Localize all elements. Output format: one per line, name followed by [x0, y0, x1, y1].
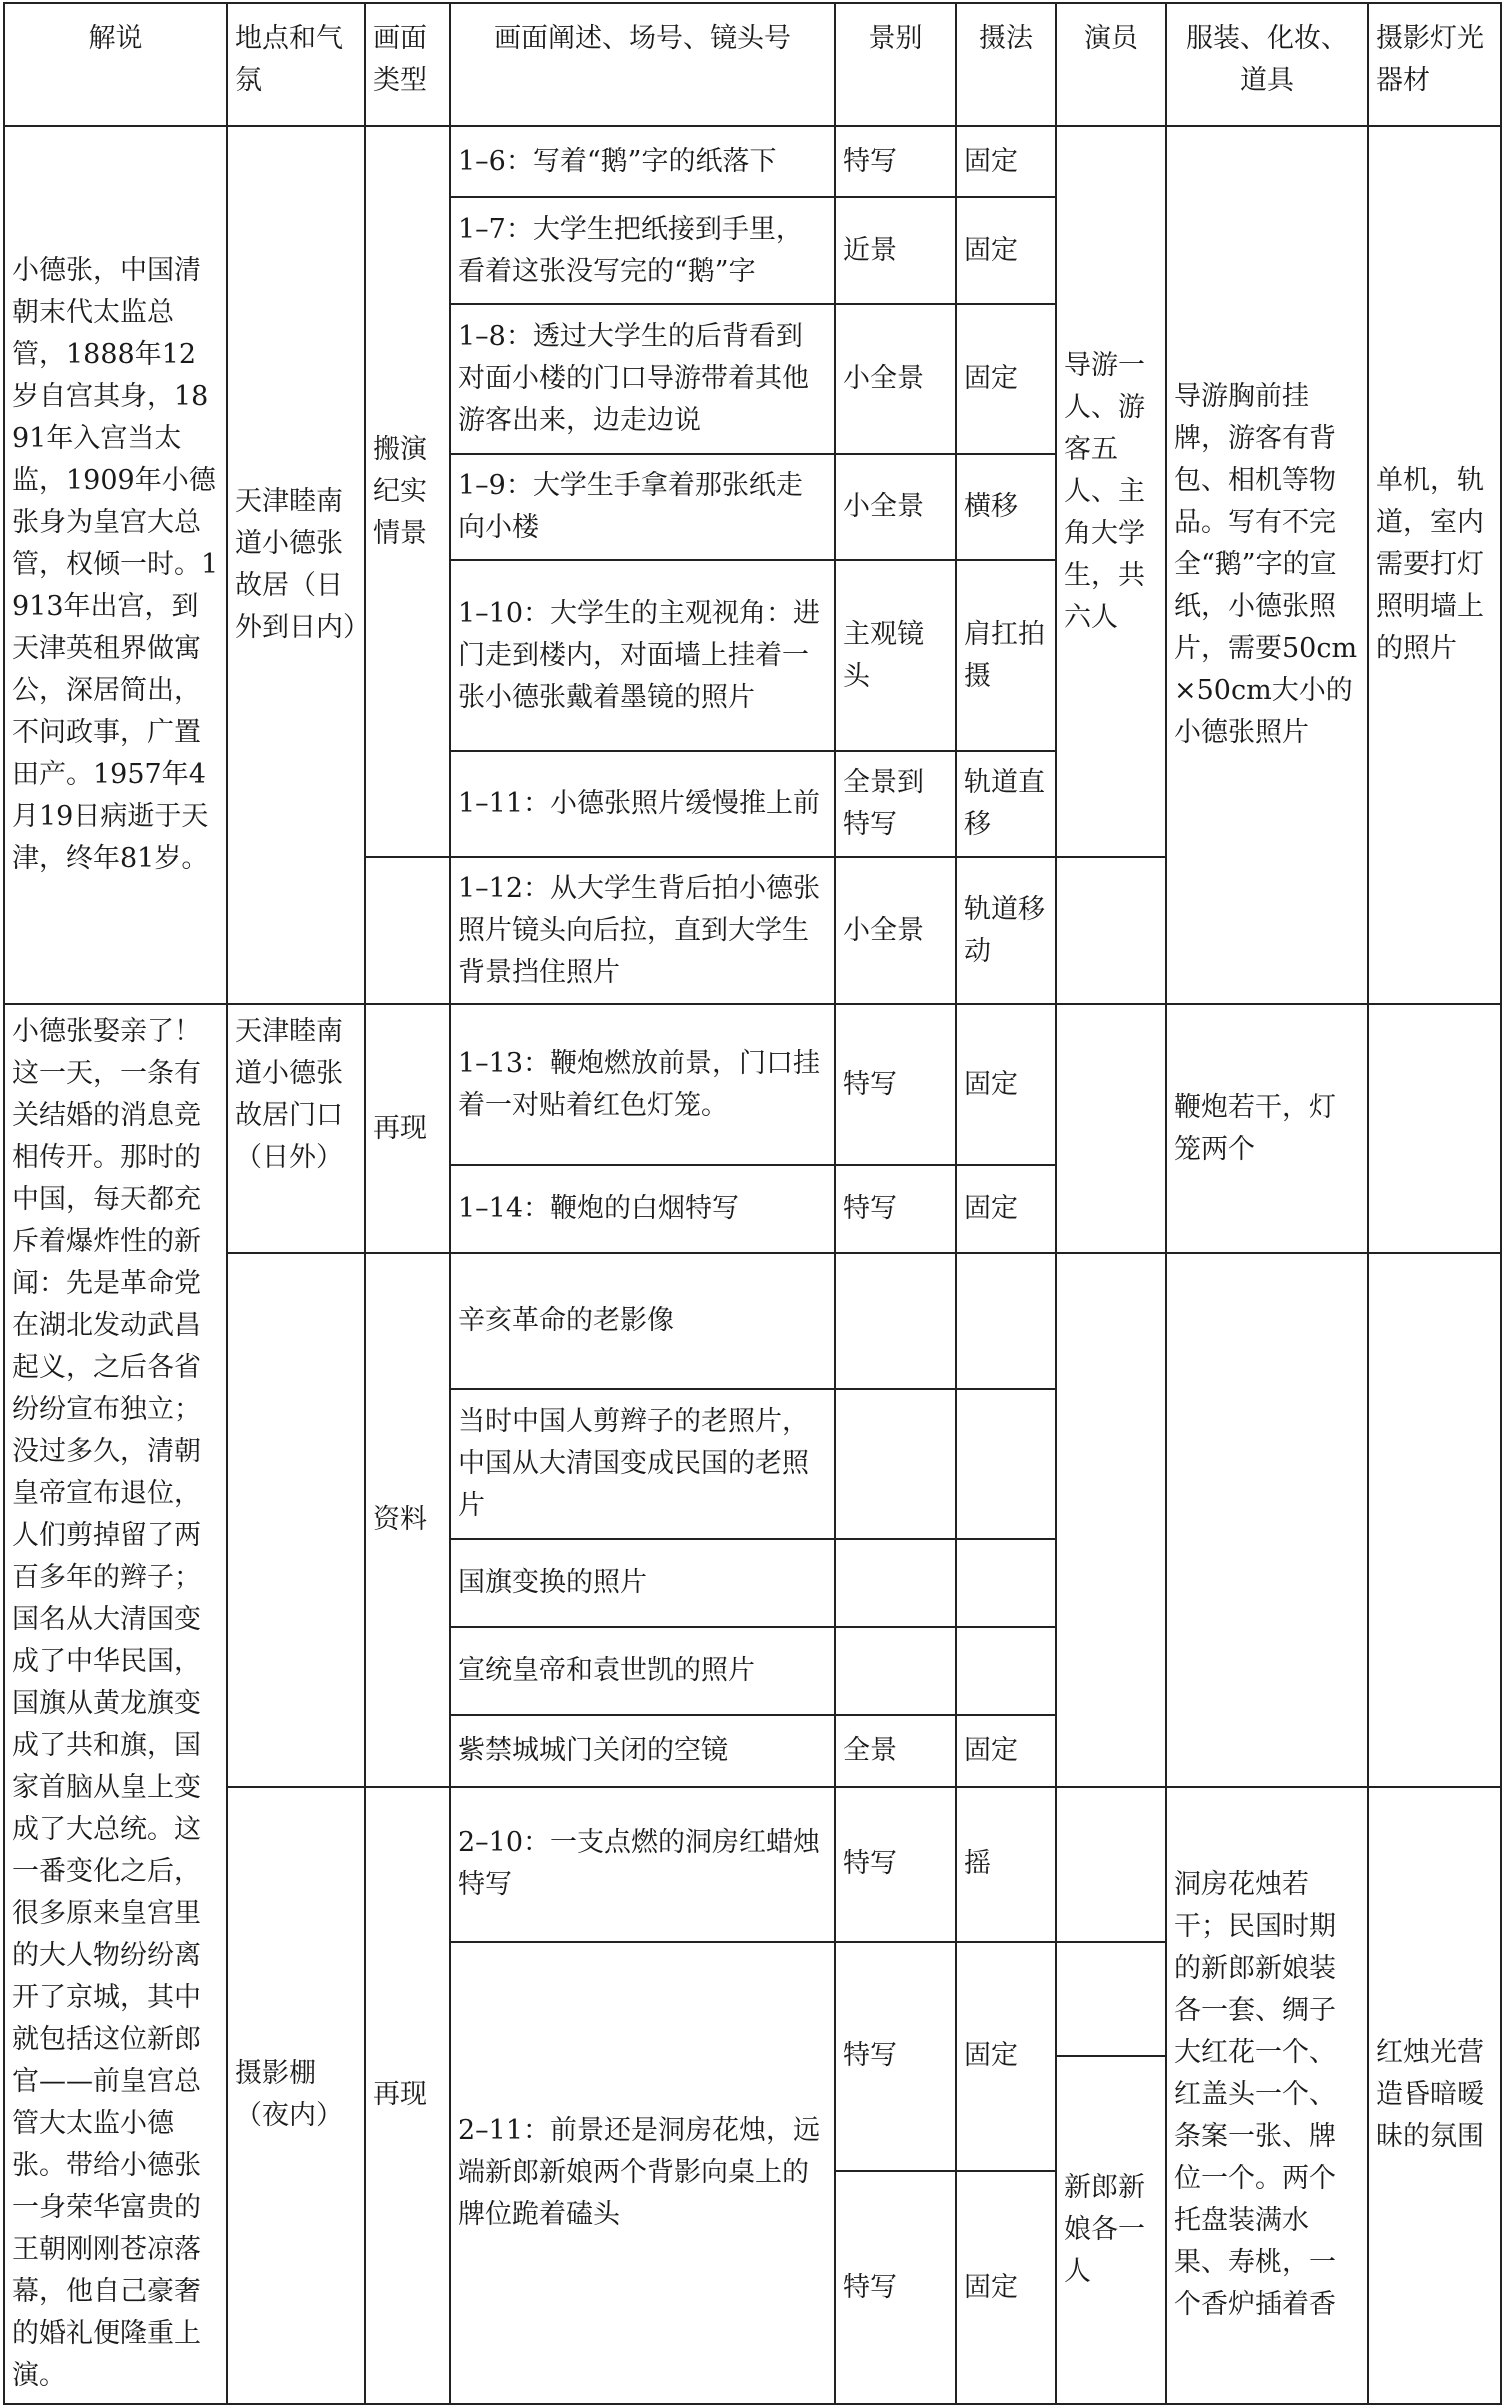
shot-size-cell: 特写: [835, 1787, 956, 1942]
location-cell: 天津睦南道小德张故居（日外到日内）: [227, 126, 365, 1004]
equipment-cell-empty: [1368, 1253, 1501, 1787]
camera-method-cell: 固定: [956, 2171, 1056, 2404]
type-cell-empty: [365, 857, 450, 1004]
actors-cell-empty: [1056, 857, 1166, 1004]
camera-method-cell: 摇: [956, 1787, 1056, 1942]
description-cell: 国旗变换的照片: [450, 1539, 835, 1627]
camera-method-cell: 固定: [956, 1715, 1056, 1787]
equipment-cell: 单机，轨道，室内需要打灯照明墙上的照片: [1368, 126, 1501, 1004]
actors-cell: 新郎新娘各一人: [1056, 2056, 1166, 2404]
shot-size-cell: 小全景: [835, 857, 956, 1004]
location-cell: 摄影棚（夜内）: [227, 1787, 365, 2404]
description-cell: 1–6：写着“鹅”字的纸落下: [450, 126, 835, 197]
shot-size-cell: 近景: [835, 197, 956, 304]
description-cell: 辛亥革命的老影像: [450, 1253, 835, 1389]
actors-cell-empty: [1056, 1253, 1166, 1787]
actors-cell-empty: [1056, 1004, 1166, 1253]
header-actors: 演员: [1056, 3, 1166, 126]
location-cell-empty: [227, 1253, 365, 1787]
description-cell: 2–10：一支点燃的洞房红蜡烛特写: [450, 1787, 835, 1942]
description-cell: 1–8：透过大学生的后背看到对面小楼的门口导游带着其他游客出来，边走边说: [450, 304, 835, 454]
camera-method-cell: 轨道移动: [956, 857, 1056, 1004]
equipment-cell-empty: [1368, 1004, 1501, 1253]
header-description: 画面阐述、场号、镜头号: [450, 3, 835, 126]
description-cell: 1–9：大学生手拿着那张纸走向小楼: [450, 454, 835, 560]
camera-method-cell: 固定: [956, 1004, 1056, 1165]
camera-method-cell: 固定: [956, 304, 1056, 454]
camera-method-cell: [956, 1253, 1056, 1389]
actors-cell-empty: [1056, 1787, 1166, 1942]
shot-size-cell: 特写: [835, 1165, 956, 1253]
description-cell: 1–7：大学生把纸接到手里，看着这张没写完的“鹅”字: [450, 197, 835, 304]
header-equipment: 摄影灯光器材: [1368, 3, 1501, 126]
description-cell: 1–12：从大学生背后拍小德张照片镜头向后拉，直到大学生背景挡住照片: [450, 857, 835, 1004]
props-cell: 导游胸前挂牌，游客有背包、相机等物品。写有不完全“鹅”字的宣纸，小德张照片，需要50cm×50cm大小的小德张照片: [1166, 126, 1368, 1004]
camera-method-cell: [956, 1627, 1056, 1715]
camera-method-cell: [956, 1389, 1056, 1539]
shot-size-cell: 小全景: [835, 454, 956, 560]
shot-size-cell: 小全景: [835, 304, 956, 454]
description-cell: 1–11：小德张照片缓慢推上前: [450, 751, 835, 857]
shot-script-table: [3, 2, 1502, 2405]
header-commentary: 解说: [4, 3, 227, 126]
shot-size-cell: 主观镜头: [835, 560, 956, 751]
camera-method-cell: 轨道直移: [956, 751, 1056, 857]
header-location: 地点和气氛: [227, 3, 365, 126]
camera-method-cell: [956, 1539, 1056, 1627]
description-cell: 紫禁城城门关闭的空镜: [450, 1715, 835, 1787]
type-cell: 搬演纪实情景: [365, 126, 450, 857]
description-cell: 宣统皇帝和袁世凯的照片: [450, 1627, 835, 1715]
shot-size-cell: 全景: [835, 1715, 956, 1787]
shot-size-cell: 全景到特写: [835, 751, 956, 857]
camera-method-cell: 固定: [956, 1942, 1056, 2172]
camera-method-cell: 横移: [956, 454, 1056, 560]
shot-size-cell: 特写: [835, 2171, 956, 2404]
type-cell: 再现: [365, 1004, 450, 1253]
equipment-cell: 红烛光营造昏暗暧昧的氛围: [1368, 1787, 1501, 2404]
shot-size-cell: [835, 1389, 956, 1539]
type-cell: 再现: [365, 1787, 450, 2404]
description-cell: 2–11：前景还是洞房花烛，远端新郎新娘两个背影向桌上的牌位跪着磕头: [450, 1942, 835, 2404]
props-cell: 洞房花烛若干；民国时期的新郎新娘装各一套、绸子大红花一个、红盖头一个、条案一张、牌位一个。两个托盘装满水果、寿桃，一个香炉插着香: [1166, 1787, 1368, 2404]
shot-size-cell: 特写: [835, 1942, 956, 2172]
header-props: 服装、化妆、道具: [1166, 3, 1368, 126]
location-cell: 天津睦南道小德张故居门口（日外）: [227, 1004, 365, 1253]
camera-method-cell: 固定: [956, 197, 1056, 304]
shot-size-cell: [835, 1253, 956, 1389]
description-cell: 当时中国人剪辫子的老照片，中国从大清国变成民国的老照片: [450, 1389, 835, 1539]
type-cell: 资料: [365, 1253, 450, 1787]
table-row: [4, 1004, 1501, 1165]
props-cell-empty: [1166, 1253, 1368, 1787]
shot-size-cell: 特写: [835, 126, 956, 197]
camera-method-cell: 固定: [956, 126, 1056, 197]
table-row: [4, 1253, 1501, 1389]
shot-size-cell: [835, 1627, 956, 1715]
table-row: [4, 126, 1501, 197]
commentary-cell: 小德张，中国清朝末代太监总管，1888年12岁自宫其身，1891年入宫当太监，1909年小德张身为皇宫大总管，权倾一时。1913年出宫，到天津英租界做寓公，深居简出，不问政事，广置田产。1957年4月19日病逝于天津，终年81岁。: [4, 126, 227, 1004]
header-type: 画面类型: [365, 3, 450, 126]
actors-cell: 导游一人、游客五人、主角大学生，共六人: [1056, 126, 1166, 857]
description-cell: 1–13：鞭炮燃放前景，门口挂着一对贴着红色灯笼。: [450, 1004, 835, 1165]
description-cell: 1–10：大学生的主观视角：进门走到楼内，对面墙上挂着一张小德张戴着墨镜的照片: [450, 560, 835, 751]
camera-method-cell: 肩扛拍摄: [956, 560, 1056, 751]
description-cell: 1–14：鞭炮的白烟特写: [450, 1165, 835, 1253]
actors-cell-empty: [1056, 1942, 1166, 2057]
props-cell: 鞭炮若干，灯笼两个: [1166, 1004, 1368, 1253]
shot-size-cell: 特写: [835, 1004, 956, 1165]
shot-size-cell: [835, 1539, 956, 1627]
camera-method-cell: 固定: [956, 1165, 1056, 1253]
header-shot-size: 景别: [835, 3, 956, 126]
table-row: [4, 1787, 1501, 1942]
header-camera-method: 摄法: [956, 3, 1056, 126]
header-row: [4, 3, 1501, 126]
commentary-cell: 小德张娶亲了！这一天，一条有关结婚的消息竞相传开。那时的中国，每天都充斥着爆炸性的新闻：先是革命党在湖北发动武昌起义，之后各省纷纷宣布独立；没过多久，清朝皇帝宣布退位，人们剪掉留了两百多年的辫子；国名从大清国变成了中华民国，国旗从黄龙旗变成了共和旗，国家首脑从皇上变成了大总统。这一番变化之后，很多原来皇宫里的大人物纷纷离开了京城，其中就包括这位新郎官——前皇宫总管大太监小德张。带给小德张一身荣华富贵的王朝刚刚苍凉落幕，他自己豪奢的婚礼便隆重上演。: [4, 1004, 227, 2404]
